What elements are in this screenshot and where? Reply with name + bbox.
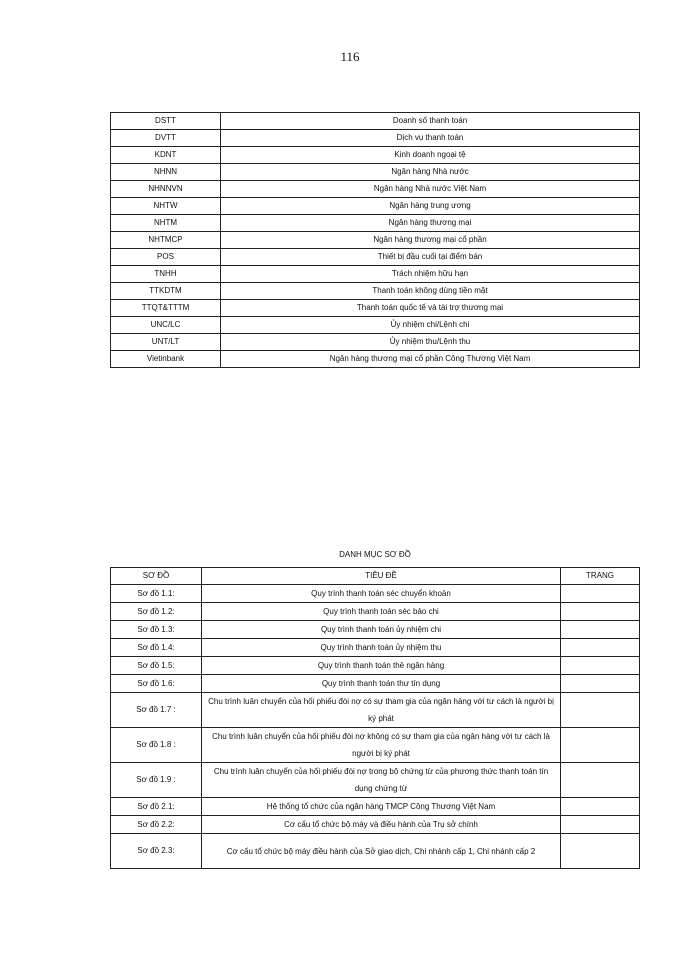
abbreviation-meaning: Thiết bị đầu cuối tại điểm bán (221, 249, 640, 266)
abbreviation-row (111, 266, 640, 283)
abbreviation-code: DSTT (111, 113, 221, 130)
abbreviation-code: NHNNVN (111, 181, 221, 198)
diagram-code: Sơ đồ 1.2: (111, 603, 202, 621)
abbreviation-row (111, 317, 640, 334)
diagram-page (561, 585, 640, 603)
abbreviation-code: TTKDTM (111, 283, 221, 300)
abbreviation-meaning: Ngân hàng thương mại (221, 215, 640, 232)
diagram-title: Quy trình thanh toán séc bảo chi (202, 603, 561, 621)
diagram-code: Sơ đồ 1.9 : (111, 763, 202, 798)
abbreviation-row (111, 113, 640, 130)
abbreviation-row (111, 130, 640, 147)
diagram-code: Sơ đồ 1.1: (111, 585, 202, 603)
abbreviation-code: Vietinbank (111, 351, 221, 368)
abbreviation-meaning: Ủy nhiệm thu/Lệnh thu (221, 334, 640, 351)
diagram-title: Quy trình thanh toán thẻ ngân hàng (202, 657, 561, 675)
abbreviation-code: NHTW (111, 198, 221, 215)
abbreviation-code: TTQT&TTTM (111, 300, 221, 317)
abbreviation-meaning: Thanh toán quốc tế và tài trợ thương mại (221, 300, 640, 317)
diagram-row (111, 693, 640, 728)
diagram-row (111, 834, 640, 869)
abbreviation-row (111, 232, 640, 249)
diagram-code: Sơ đồ 1.5: (111, 657, 202, 675)
diagram-page (561, 639, 640, 657)
diagram-row (111, 621, 640, 639)
abbreviation-code: UNT/LT (111, 334, 221, 351)
page-number: 116 (340, 49, 360, 64)
diagram-list-table (110, 567, 640, 869)
diagram-list-title: DANH MỤC SƠ ĐỒ (339, 550, 411, 559)
abbreviation-code: UNC/LC (111, 317, 221, 334)
abbreviation-row (111, 181, 640, 198)
diagram-title: Chu trình luân chuyển của hối phiếu đòi nợ trong bộ chứng từ của phương thức thanh toán tín dụng chứng từ (202, 763, 561, 798)
diagram-page (561, 763, 640, 798)
header-code: SƠ ĐỒ (111, 568, 202, 585)
header-title: TIÊU ĐỀ (202, 568, 561, 585)
diagram-code: Sơ đồ 2.3: (111, 834, 202, 869)
abbreviation-code: NHTM (111, 215, 221, 232)
diagram-row (111, 816, 640, 834)
diagram-page (561, 693, 640, 728)
abbreviation-code: TNHH (111, 266, 221, 283)
diagram-page (561, 798, 640, 816)
diagram-row (111, 585, 640, 603)
diagram-title: Hệ thống tổ chức của ngân hàng TMCP Công Thương Việt Nam (202, 798, 561, 816)
diagram-code: Sơ đồ 1.8 : (111, 728, 202, 763)
diagram-title: Quy trình thanh toán ủy nhiệm thu (202, 639, 561, 657)
diagram-page (561, 621, 640, 639)
diagram-title: Quy trình thanh toán séc chuyển khoản (202, 585, 561, 603)
abbreviation-row (111, 215, 640, 232)
diagram-page (561, 834, 640, 869)
abbreviation-row (111, 283, 640, 300)
abbreviation-code: NHTMCP (111, 232, 221, 249)
abbreviation-meaning: Ngân hàng thương mại cổ phần (221, 232, 640, 249)
abbreviation-row (111, 351, 640, 368)
diagram-row (111, 728, 640, 763)
diagram-code: Sơ đồ 1.4: (111, 639, 202, 657)
abbreviation-meaning: Thanh toán không dùng tiền mặt (221, 283, 640, 300)
abbreviation-code: DVTT (111, 130, 221, 147)
abbreviation-meaning: Trách nhiệm hữu hạn (221, 266, 640, 283)
abbreviation-meaning: Ủy nhiệm chi/Lệnh chi (221, 317, 640, 334)
abbreviation-row (111, 300, 640, 317)
diagram-code: Sơ đồ 1.7 : (111, 693, 202, 728)
abbreviation-meaning: Ngân hàng Nhà nước (221, 164, 640, 181)
abbreviation-meaning: Doanh số thanh toán (221, 113, 640, 130)
diagram-title: Cơ cấu tổ chức bộ máy và điều hành của Trụ sở chính (202, 816, 561, 834)
diagram-row (111, 675, 640, 693)
abbreviation-meaning: Ngân hàng trung ương (221, 198, 640, 215)
abbreviation-code: KDNT (111, 147, 221, 164)
abbreviation-meaning: Dịch vụ thanh toán (221, 130, 640, 147)
abbreviation-meaning: Ngân hàng Nhà nước Việt Nam (221, 181, 640, 198)
diagram-row (111, 657, 640, 675)
diagram-title: Cơ cấu tổ chức bộ máy điều hành của Sở giao dịch, Chi nhánh cấp 1, Chi nhánh cấp 2 (202, 834, 561, 869)
diagram-title: Chu trình luân chuyển của hối phiếu đòi nợ có sự tham gia của ngân hàng với tư cách là người bị ký phát (202, 693, 561, 728)
abbreviation-code: NHNN (111, 164, 221, 181)
diagram-title: Quy trình thanh toán thư tín dụng (202, 675, 561, 693)
diagram-code: Sơ đồ 2.1: (111, 798, 202, 816)
diagram-code: Sơ đồ 1.3: (111, 621, 202, 639)
diagram-title: Quy trình thanh toán ủy nhiệm chi (202, 621, 561, 639)
abbreviation-row (111, 164, 640, 181)
abbreviation-row (111, 198, 640, 215)
diagram-row (111, 798, 640, 816)
diagram-page (561, 816, 640, 834)
diagram-code: Sơ đồ 2.2: (111, 816, 202, 834)
abbreviation-row (111, 249, 640, 266)
abbreviation-code: POS (111, 249, 221, 266)
abbreviation-table (110, 112, 640, 368)
diagram-page (561, 603, 640, 621)
diagram-page (561, 728, 640, 763)
diagram-row (111, 639, 640, 657)
abbreviation-row (111, 147, 640, 164)
diagram-page (561, 675, 640, 693)
diagram-row (111, 603, 640, 621)
abbreviation-meaning: Ngân hàng thương mại cổ phần Công Thương Việt Nam (221, 351, 640, 368)
diagram-code: Sơ đồ 1.6: (111, 675, 202, 693)
header-page: TRANG (561, 568, 640, 585)
diagram-table-header (111, 568, 640, 585)
diagram-row (111, 763, 640, 798)
diagram-title: Chu trình luân chuyển của hối phiếu đòi nợ không có sự tham gia của ngân hàng với tư cách là người bị ký phát (202, 728, 561, 763)
abbreviation-row (111, 334, 640, 351)
abbreviation-meaning: Kinh doanh ngoại tệ (221, 147, 640, 164)
diagram-page (561, 657, 640, 675)
